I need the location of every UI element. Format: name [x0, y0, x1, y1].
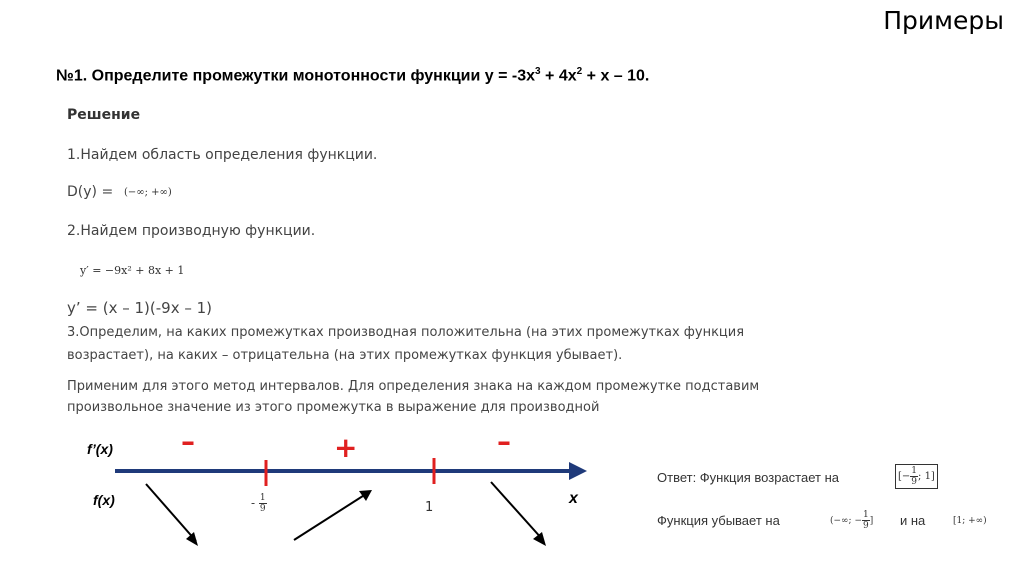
answer-decrease-interval2: [1; +∞) — [953, 516, 987, 526]
task-prefix: №1. Определите промежутки монотонности функции y = -3x — [56, 67, 536, 85]
answer-decrease-interval1: (−∞; − $\frac{1}{9}$ ] — [830, 510, 874, 531]
arrow-decreasing-left — [146, 484, 198, 546]
step4-text: Применим для этого метод интервалов. Для определения знака на каждом промежутке подставим произвольное значение из этого промежутка в выражение для производной — [67, 379, 760, 415]
derivative-formula: y′ = −9x² + 8x + 1 — [80, 264, 185, 277]
tick-label-minus-one-ninth: - $\frac{1}{9}$ — [251, 493, 266, 514]
answer-decrease-text: Функция убывает на — [657, 513, 780, 528]
sign-plus-middle: + — [334, 431, 358, 464]
task-mid: + 4x — [540, 67, 577, 85]
task-suffix: + x – 10. — [582, 67, 650, 85]
fprime-label: f’(x) — [87, 441, 113, 457]
arrow-increasing-middle — [294, 490, 372, 540]
step1-text: 1.Найдем область определения функции. — [67, 147, 378, 163]
derivative-factored: y’ = (x – 1)(-9x – 1) — [67, 299, 213, 317]
step3-text: 3.Определим, на каких промежутках производная положительна (на этих промежутках функция возрастает), на каких – отрицательна (на этих промежутках функция убывает). — [67, 325, 745, 363]
arrow-decreasing-right — [491, 482, 546, 546]
task-exp1: 3 — [535, 66, 541, 77]
solution-heading: Решение — [67, 107, 141, 123]
axis-arrowhead — [569, 462, 587, 480]
answer-increase-text: Ответ: Функция возрастает на — [657, 470, 839, 485]
tick-label-one: 1 — [425, 500, 434, 515]
domain-label: D(y) = — [67, 184, 114, 200]
f-label: f(x) — [93, 492, 115, 508]
sign-minus-right: – — [497, 425, 511, 458]
slide-title: Примеры — [883, 6, 1004, 35]
answer-and-text: и на — [900, 513, 926, 528]
axis-x-label: x — [569, 490, 578, 507]
step2-text: 2.Найдем производную функции. — [67, 223, 316, 239]
task-exp2: 2 — [576, 66, 583, 77]
sign-minus-left: – — [181, 425, 195, 458]
domain-value: (−∞; +∞) — [124, 187, 172, 198]
answer-increase-interval: [− $\frac{1}{9}$ ; 1] — [895, 464, 938, 489]
